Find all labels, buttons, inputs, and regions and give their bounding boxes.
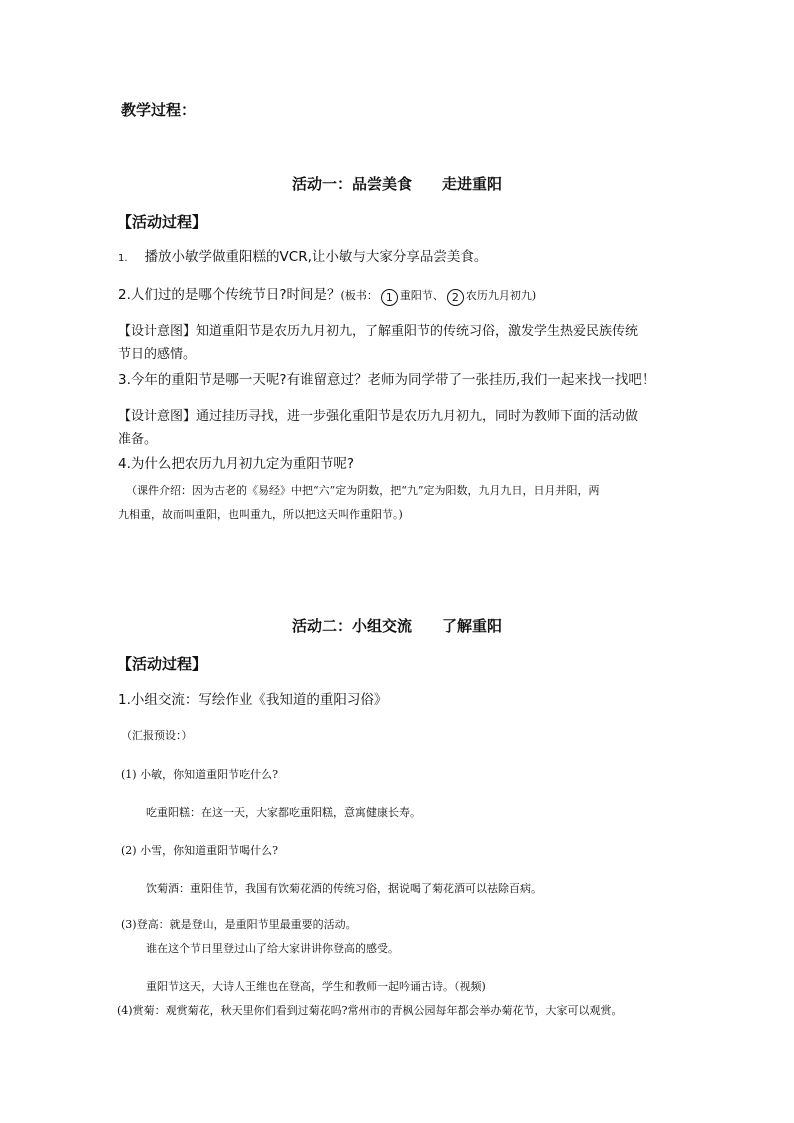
- activity2-process-label: 【活动过程】: [117, 655, 208, 673]
- activity1-item2-note-b: 农历九月初九): [465, 289, 537, 302]
- activity2-preset: （汇报预设：）: [121, 729, 193, 742]
- activity1-courseware-line2: 九相重，故而叫重阳，也叫重九，所以把这天叫作重阳节。): [118, 508, 403, 521]
- activity2-q1: (1) 小敏，你知道重阳节吃什么?: [121, 768, 278, 781]
- activity1-item4: 4.为什么把农历九月初九定为重阳节呢?: [118, 456, 355, 472]
- activity1-item1-num: 1.: [118, 253, 128, 264]
- activity1-item1-text: 播放小敏学做重阳糕的VCR,让小敏与大家分享品尝美食。: [144, 249, 488, 265]
- activity2-a3-line2: 重阳节这天，大诗人王维也在登高，学生和教师一起吟诵古诗。（视频): [146, 980, 486, 993]
- activity1-courseware-line1: （课件介绍：因为古老的《易经》中把“六”定为阴数，把“九”定为阳数，九月九日，日月并阳，两: [126, 484, 600, 497]
- activity1-intent2-line2: 准备。: [118, 432, 158, 447]
- activity1-title-a: 活动一：品尝美食: [291, 175, 412, 193]
- activity1-title-b: 走进重阳: [442, 175, 503, 193]
- activity1-item2: [118, 287, 536, 306]
- activity2-title-b: 了解重阳: [442, 617, 503, 635]
- activity1-item3: 3.今年的重阳节是哪一天呢?有谁留意过？老师为同学带了一张挂历,我们一起来找一找吧！: [118, 372, 656, 388]
- activity1-title: [0, 175, 794, 193]
- activity2-q2: (2) 小雪，你知道重阳节喝什么?: [121, 844, 278, 857]
- activity1-intent2-line1: 【设计意图】通过挂历寻找，进一步强化重阳节是农历九月初九，同时为教师下面的活动做: [118, 409, 639, 424]
- section-title: 教学过程：: [121, 101, 197, 119]
- activity2-item1: 1.小组交流：写绘作业《我知道的重阳习俗》: [118, 692, 388, 708]
- activity1-item1: [118, 249, 487, 265]
- activity2-a2: 饮菊酒：重阳佳节，我国有饮菊花酒的传统习俗，据说喝了菊花酒可以祛除百病。: [146, 882, 542, 895]
- activity1-item2-note-a: 重阳节、: [399, 289, 444, 302]
- activity2-q4: (4)赏菊：观赏菊花，秋天里你们看到过菊花吗?常州市的青枫公园每年都会举办菊花节，大家可以观赏。: [117, 1004, 623, 1017]
- circle-number-1: 1: [381, 289, 398, 306]
- activity1-intent1-line1: 【设计意图】知道重阳节是农历九月初九，了解重阳节的传统习俗，激发学生热爱民族传统: [118, 324, 639, 339]
- activity2-a3-line1: 谁在这个节日里登过山了给大家讲讲你登高的感受。: [146, 942, 399, 955]
- activity1-intent1-line2: 节日的感情。: [118, 347, 197, 362]
- circle-number-2: 2: [447, 289, 464, 306]
- activity2-q3: (3)登高：就是登山，是重阳节里最重要的活动。: [121, 918, 357, 931]
- activity1-item2-note-pre: (板书：: [340, 289, 378, 302]
- activity2-title: [0, 617, 794, 635]
- activity2-title-a: 活动二：小组交流: [291, 617, 412, 635]
- activity2-a1: 吃重阳糕：在这一天，大家都吃重阳糕，意寓健康长寿。: [146, 806, 421, 819]
- activity1-process-label: 【活动过程】: [117, 213, 208, 231]
- activity1-item2-text: 2.人们过的是哪个传统节日?时间是？: [118, 287, 341, 303]
